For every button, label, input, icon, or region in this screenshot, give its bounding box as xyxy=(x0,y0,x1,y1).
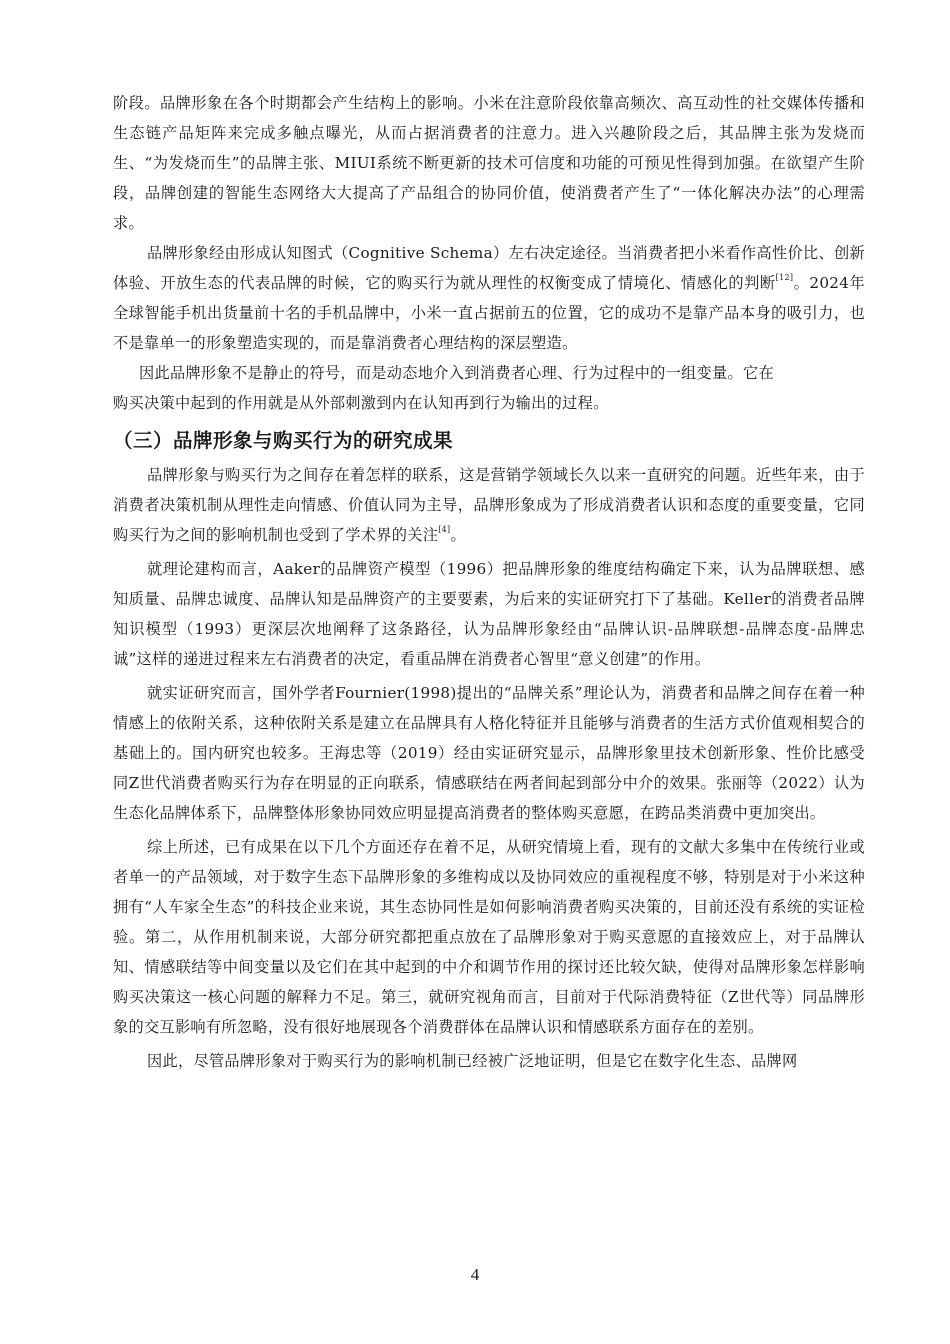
section-heading: （三）品牌形象与购买行为的研究成果 xyxy=(113,429,454,452)
paragraph-line: 购买决策中起到的作用就是从外部刺激到内在认知再到行为输出的过程。 xyxy=(113,394,609,412)
paragraph-research-intro xyxy=(113,460,865,550)
paragraph-text: 品牌形象经由形成认知图式（Cognitive Schema）左右决定途径。当消费者把小米看作高性价比、创新体验、开放生态的代表品牌的时候，它的购买行为就从理性的权衡变成了情境化、情感化的判断 xyxy=(113,244,865,292)
paragraph-text: 。 xyxy=(450,526,466,544)
citation-ref: [4] xyxy=(438,525,451,534)
paragraph-line: 因此品牌形象不是静止的符号，而是动态地介入到消费者心理、行为过程中的一组变量。它在 xyxy=(139,364,774,382)
paragraph-continued: 阶段。品牌形象在各个时期都会产生结构上的影响。小米在注意阶段依靠高频次、高互动性的社交媒体传播和生态链产品矩阵来完成多触点曝光，从而占据消费者的注意力。进入兴趣阶段之后，其品牌主张为发烧而生、“为发烧而生”的品牌主张、MIUI系统不断更新的技术可信度和功能的可预见性得到加强。在欲望产生阶段，品牌创建的智能生态网络大大提高了产品组合的协同价值，使消费者产生了“一体化解决办法”的心理需求。 xyxy=(113,94,865,232)
citation-ref: [12] xyxy=(775,273,794,282)
page-number: 4 xyxy=(470,1265,480,1284)
paragraph-conclusion: 因此，尽管品牌形象对于购买行为的影响机制已经被广泛地证明，但是它在数字化生态、品牌网 xyxy=(147,1052,798,1070)
paragraph-cognitive-schema xyxy=(113,238,865,358)
paragraph-dynamic-variable xyxy=(113,358,865,418)
paragraph-empirical: 就实证研究而言，国外学者Fournier(1998)提出的“品牌关系”理论认为，消费者和品牌之间存在着一种情感上的依附关系，这种依附关系是建立在品牌具有人格化特征并且能够与消费者的生活方式价值观相契合的基础上的。国内研究也较多。王海忠等（2019）经由实证研究显示，品牌形象里技术创新形象、性价比感受同Z世代消费者购买行为存在明显的正向联系，情感联结在两者间起到部分中介的效果。张丽等（2022）认为生态化品牌体系下，品牌整体形象协同效应明显提高消费者的整体购买意愿，在跨品类消费中更加突出。 xyxy=(113,684,865,822)
paragraph-theory: 就理论建构而言，Aaker的品牌资产模型（1996）把品牌形象的维度结构确定下来，认为品牌联想、感知质量、品牌忠诚度、品牌认知是品牌资产的主要要素，为后来的实证研究打下了基础。Keller的消费者品牌知识模型（1993）更深层次地阐释了这条路径，认为品牌形象经由“品牌认识-品牌联想-品牌态度-品牌忠诚”这样的递进过程来左右消费者的决定，看重品牌在消费者心智里“意义创建”的作用。 xyxy=(113,560,865,668)
document-body xyxy=(113,88,865,1076)
paragraph-text: 。2024年全球智能手机出货量前十名的手机品牌中，小米一直占据前五的位置，它的成功不是靠产品本身的吸引力，也不是靠单一的形象塑造实现的，而是靠消费者心理结构的深层塑造。 xyxy=(113,274,865,352)
paragraph-summary: 综上所述，已有成果在以下几个方面还存在着不足，从研究情境上看，现有的文献大多集中在传统行业或者单一的产品领域，对于数字生态下品牌形象的多维构成以及协同效应的重视程度不够，特别是对于小米这种拥有“人车家全生态”的科技企业来说，其生态协同性是如何影响消费者购买决策的，目前还没有系统的实证检验。第二，从作用机制来说，大部分研究都把重点放在了品牌形象对于购买意愿的直接效应上，对于品牌认知、情感联结等中间变量以及它们在其中起到的中介和调节作用的探讨还比较欠缺，使得对品牌形象怎样影响购买决策这一核心问题的解释力不足。第三，就研究视角而言，目前对于代际消费特征（Z世代等）同品牌形象的交互影响有所忽略，没有很好地展现各个消费群体在品牌认识和情感联系方面存在的差别。 xyxy=(113,838,865,1036)
paragraph-text: 品牌形象与购买行为之间存在着怎样的联系，这是营销学领域长久以来一直研究的问题。近些年来，由于消费者决策机制从理性走向情感、价值认同为主导，品牌形象成为了形成消费者认识和态度的重要变量，它同购买行为之间的影响机制也受到了学术界的关注 xyxy=(113,466,865,544)
